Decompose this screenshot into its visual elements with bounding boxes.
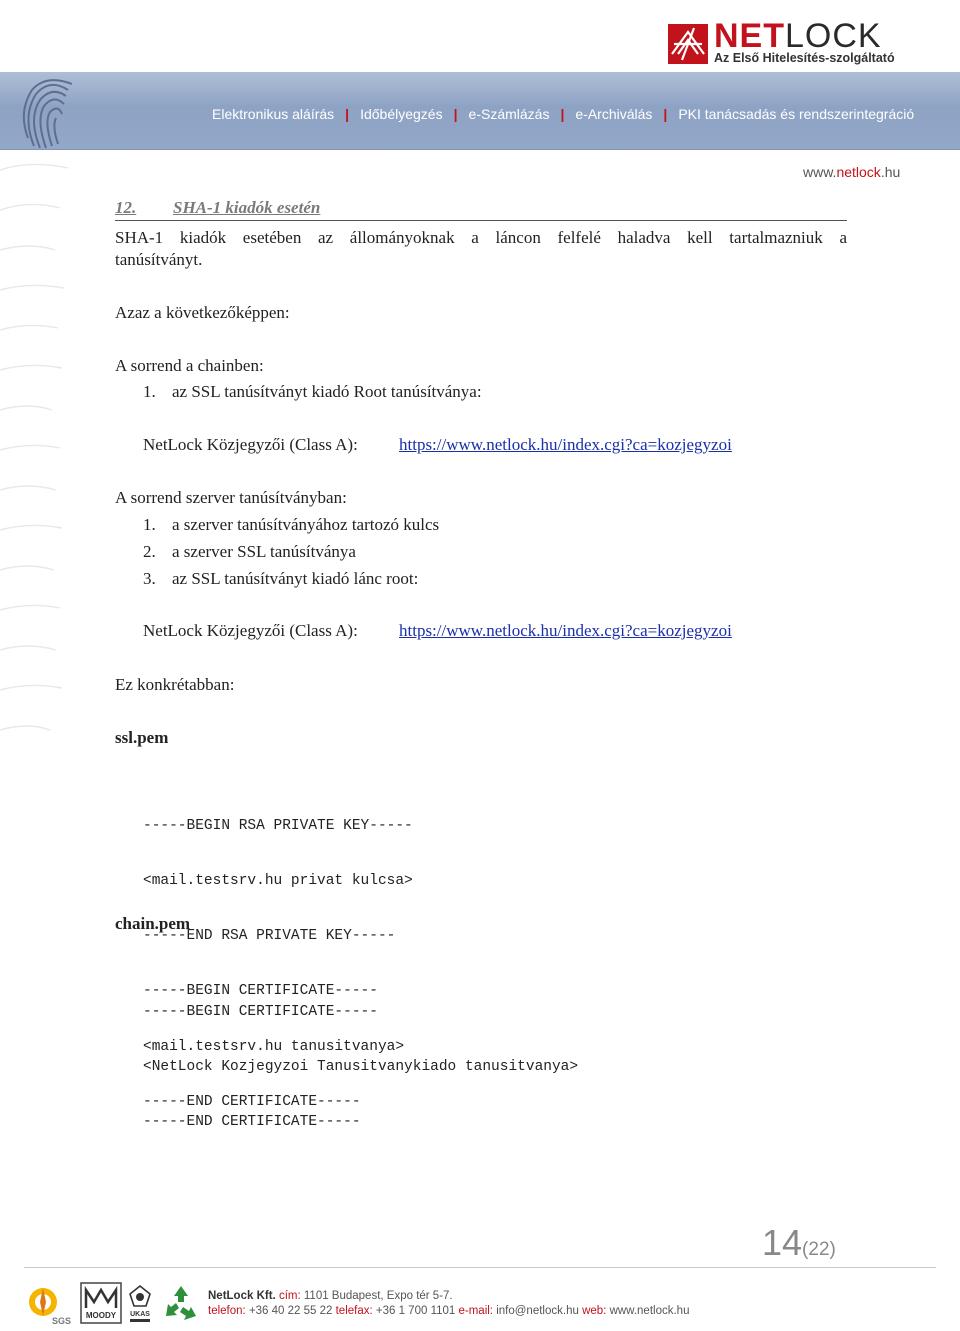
svg-text:SGS: SGS [52,1316,72,1326]
ssl-filename: ssl.pem [115,728,169,747]
intro-line-2: tanúsítványt. [115,250,203,269]
server-root-link[interactable]: https://www.netlock.hu/index.cgi?ca=kozjegyzoi [399,621,732,640]
footer-web[interactable]: www.netlock.hu [609,1305,690,1317]
svg-text:UKAS: UKAS [130,1311,150,1318]
logo-tagline: Az Első Hitelesítés-szolgáltató [714,51,895,65]
intro-paragraph [115,227,847,271]
header-url[interactable]: www.netlock.hu [803,164,901,180]
chain-item-number: 1. [143,382,156,401]
ukas-certification-logo [124,1282,156,1326]
azaz-text: Azaz a következőképpen: [115,303,290,322]
server-item-number: 2. [143,542,156,561]
moody-certification-logo [80,1282,122,1324]
code-line: <mail.testsrv.hu privat kulcsa> [143,873,413,890]
page-number: 14(22) [762,1222,836,1263]
server-item-number: 1. [143,515,156,534]
netlock-logo-icon [668,24,708,64]
nav-item-timestamp[interactable]: Időbélyegzés [360,106,443,122]
code-line: <mail.testsrv.hu tanusitvanya> [143,1038,405,1055]
decorative-lines [0,150,70,750]
code-line: -----END CERTIFICATE----- [143,1093,361,1110]
footer-company: NetLock Kft. [208,1290,276,1302]
top-nav [212,103,952,125]
code-line: -----BEGIN CERTIFICATE----- [143,1003,378,1020]
server-item-text: az SSL tanúsítványt kiadó lánc root: [172,569,419,588]
svg-text:MOODY: MOODY [85,1311,117,1320]
nav-separator: | [663,106,668,122]
footer-fax: +36 1 700 1101 [375,1305,456,1317]
server-root-label: NetLock Közjegyzői (Class A): [143,621,358,640]
chain-heading: A sorrend a chainben: [115,356,264,375]
nav-item-e-archiving[interactable]: e-Archiválás [575,106,653,122]
recycle-icon [160,1282,202,1326]
footer-phone: +36 40 22 55 22 [248,1305,333,1317]
server-heading: A sorrend szerver tanúsítványban: [115,488,347,507]
nav-item-e-invoicing[interactable]: e-Számlázás [468,106,550,122]
section-heading [115,198,847,221]
fingerprint-icon [14,76,84,152]
code-line: -----END RSA PRIVATE KEY----- [143,928,396,945]
chain-filename: chain.pem [115,914,191,933]
nav-item-electronic-signature[interactable]: Elektronikus aláírás [212,106,335,122]
nav-separator: | [453,106,458,122]
server-item-text: a szerver tanúsítványához tartozó kulcs [172,515,440,534]
footer-contacts: telefon: +36 40 22 55 22 telefax: +36 1 700 1101 e-mail: info@netlock.hu web: www.netlock.hu [208,1305,690,1317]
code-line: -----BEGIN CERTIFICATE----- [143,983,378,1000]
chain-item-text: az SSL tanúsítványt kiadó Root tanúsítványa: [172,382,482,401]
code-line: <NetLock Kozjegyzoi Tanusitvanykiado tanusitvanya> [143,1059,579,1076]
sgs-certification-logo [26,1282,72,1326]
nav-separator: | [345,106,350,122]
konkret-text: Ez konkrétabban: [115,675,235,694]
section-title: SHA-1 kiadók esetén [173,198,321,217]
nav-separator: | [560,106,565,122]
code-line: -----BEGIN RSA PRIVATE KEY----- [143,817,413,834]
footer-divider [24,1267,936,1268]
logo-wordmark: NETLOCK [714,17,882,55]
footer-address-value: 1101 Budapest, Expo tér 5-7. [303,1290,453,1302]
server-item-text: a szerver SSL tanúsítványa [172,542,356,561]
section-number: 12. [115,198,137,217]
code-line: -----END CERTIFICATE----- [143,1114,361,1131]
footer-email[interactable]: info@netlock.hu [496,1305,579,1317]
nav-item-pki-consulting[interactable]: PKI tanácsadás és rendszerintegráció [678,106,915,122]
footer-address: NetLock Kft. cím: 1101 Budapest, Expo tér 5-7. [208,1290,453,1302]
chain-root-label: NetLock Közjegyzői (Class A): [143,435,358,454]
chain-code-block [143,966,578,1150]
chain-root-link[interactable]: https://www.netlock.hu/index.cgi?ca=kozjegyzoi [399,435,732,454]
intro-line-1: SHA-1 kiadók esetében az állományoknak a láncon felfelé haladva kell tartalmazniuk a [115,228,847,247]
server-item-number: 3. [143,569,156,588]
